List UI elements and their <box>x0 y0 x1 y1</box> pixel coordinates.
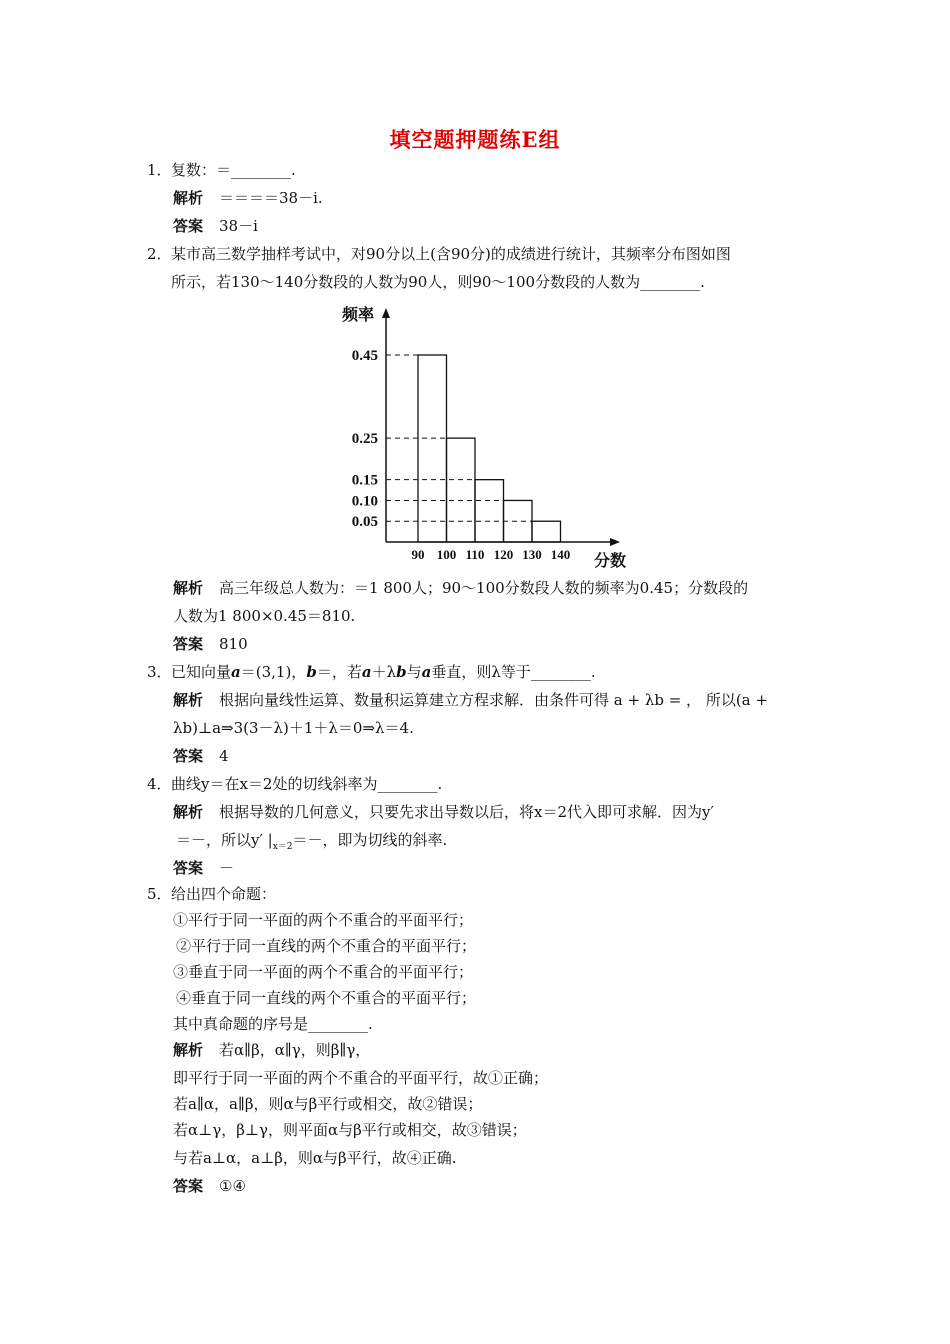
q4-subscript: x＝2 <box>272 842 293 852</box>
histogram-bar-110-120 <box>475 480 504 542</box>
q5-analysis-line3: 若a∥α，a∥β，则α与β平行或相交，故②错误； <box>173 1095 483 1113</box>
y-tick-label: 0.05 <box>351 514 378 531</box>
answer-label: 答案 <box>173 635 204 653</box>
q2-stem-line1: 某市高三数学抽样考试中，对90分以上(含90分)的成绩进行统计，其频率分布图如图 <box>171 245 731 263</box>
x-axis-label: 分数 <box>594 553 627 570</box>
q5-analysis-line5: 与若a⊥α，a⊥β，则α与β平行，故④正确. <box>173 1149 457 1167</box>
q3-expr-plus: ＋λ <box>371 663 397 681</box>
q1-answer <box>173 216 258 236</box>
q3-stem-pre: 已知向量 <box>171 663 232 681</box>
x-tick-label: 130 <box>522 547 542 562</box>
q5-proposition-1: ①平行于同一平面的两个不重合的平面平行； <box>173 911 474 929</box>
q4-analysis-text2a: ＝－，所以y′ | <box>176 831 273 849</box>
q4-number: 4． <box>147 775 172 793</box>
vector-b: b <box>396 663 407 681</box>
answer-label: 答案 <box>173 217 204 235</box>
answer-label: 答案 <box>173 1177 204 1195</box>
vector-a: a <box>421 663 432 681</box>
answer-label: 答案 <box>173 747 204 765</box>
q3-analysis-line2: λb)⊥a⇒3(3－λ)＋1＋λ＝0⇒λ＝4. <box>173 719 414 737</box>
y-tick-label: 0.45 <box>351 348 378 364</box>
q5-proposition-4: ④垂直于同一直线的两个不重合的平面平行； <box>176 989 477 1007</box>
x-tick-label: 140 <box>550 547 571 562</box>
analysis-label: 解析 <box>173 1041 204 1059</box>
analysis-label: 解析 <box>173 691 204 709</box>
q3-analysis-line1 <box>173 690 768 710</box>
analysis-label: 解析 <box>173 189 204 207</box>
q4-analysis-text2b: ＝－，即为切线的斜率. <box>292 831 448 849</box>
vector-b: b <box>306 663 317 681</box>
q5-answer <box>173 1176 246 1196</box>
frequency-histogram <box>330 298 650 578</box>
analysis-label: 解析 <box>173 579 204 597</box>
q3-stem-mid2: ＝，若 <box>316 663 362 681</box>
histogram-bar-130-140 <box>532 521 561 542</box>
q3-stem-end: 垂直，则λ等于________. <box>431 663 596 681</box>
page-title: 填空题押题练E组 <box>389 127 561 152</box>
q2-answer-text: 810 <box>219 635 248 653</box>
q5-number: 5． <box>147 885 172 903</box>
histogram-bar-100-110 <box>447 438 476 542</box>
q1-number: 1． <box>147 161 172 179</box>
q5-analysis-line1 <box>173 1040 370 1060</box>
y-tick-label: 0.15 <box>351 472 378 489</box>
q5-analysis-line2: 即平行于同一平面的两个不重合的平面平行，故①正确； <box>173 1069 549 1087</box>
q5-ask: 其中真命题的序号是________. <box>173 1015 373 1033</box>
q3-answer-text: 4 <box>219 747 229 765</box>
x-tick-label: 120 <box>493 547 514 562</box>
q4-answer-text: － <box>219 859 235 877</box>
q2-number: 2． <box>147 245 172 263</box>
q4-analysis-line2 <box>176 830 447 857</box>
vector-a: a <box>231 663 241 681</box>
q4-analysis-line1 <box>173 802 714 822</box>
q5-analysis-text1: 若α∥β，α∥γ，则β∥γ， <box>219 1041 371 1059</box>
q3-analysis-text1: 根据向量线性运算、数量积运算建立方程求解．由条件可得 a + λb = ， 所以(a + <box>219 691 768 709</box>
q4-answer <box>173 858 234 878</box>
q5-proposition-3: ③垂直于同一平面的两个不重合的平面平行； <box>173 963 474 981</box>
vector-a: a <box>361 663 372 681</box>
y-axis-arrow <box>382 308 390 318</box>
q2-analysis-line1 <box>173 578 748 598</box>
q3-stem-mid3: 与 <box>406 663 422 681</box>
q2-answer <box>173 634 248 654</box>
q1-analysis-text: ＝＝＝＝38－i. <box>219 189 323 207</box>
q5-analysis-line4: 若α⊥γ，β⊥γ，则平面α与β平行或相交，故③错误； <box>173 1121 527 1139</box>
q2-analysis-line2: 人数为1 800×0.45＝810. <box>173 607 356 625</box>
q4-analysis-text1: 根据导数的几何意义，只要先求出导数以后，将x＝2代入即可求解．因为y′ <box>219 803 714 821</box>
x-tick-label: 110 <box>465 547 485 562</box>
y-tick-label: 0.25 <box>351 431 378 448</box>
histogram-bar-90-100 <box>418 355 447 542</box>
q2-stem-line2: 所示，若130～140分数段的人数为90人，则90～100分数段的人数为________. <box>171 273 705 291</box>
x-tick-label: 90 <box>411 547 425 562</box>
q3-stem <box>171 662 596 682</box>
x-axis-arrow <box>610 538 620 546</box>
q1-answer-text: 38－i <box>219 217 258 235</box>
q3-stem-mid1: ＝(3,1)， <box>240 663 307 681</box>
q1-stem: 复数：＝________. <box>171 161 296 179</box>
q2-analysis-text1: 高三年级总人数为：＝1 800人；90～100分数段人数的频率为0.45；分数段的 <box>219 579 749 597</box>
q5-proposition-2: ②平行于同一直线的两个不重合的平面平行； <box>176 937 477 955</box>
q5-stem: 给出四个命题： <box>171 885 277 903</box>
answer-label: 答案 <box>173 859 204 877</box>
q5-answer-text: ①④ <box>219 1177 246 1195</box>
q4-stem: 曲线y＝在x＝2处的切线斜率为________. <box>171 775 443 793</box>
q3-number: 3． <box>147 663 172 681</box>
y-tick-label: 0.10 <box>351 493 378 510</box>
q3-answer <box>173 746 229 766</box>
x-tick-label: 100 <box>436 547 457 562</box>
y-axis-label: 频率 <box>342 307 375 324</box>
analysis-label: 解析 <box>173 803 204 821</box>
q1-analysis <box>173 188 323 208</box>
